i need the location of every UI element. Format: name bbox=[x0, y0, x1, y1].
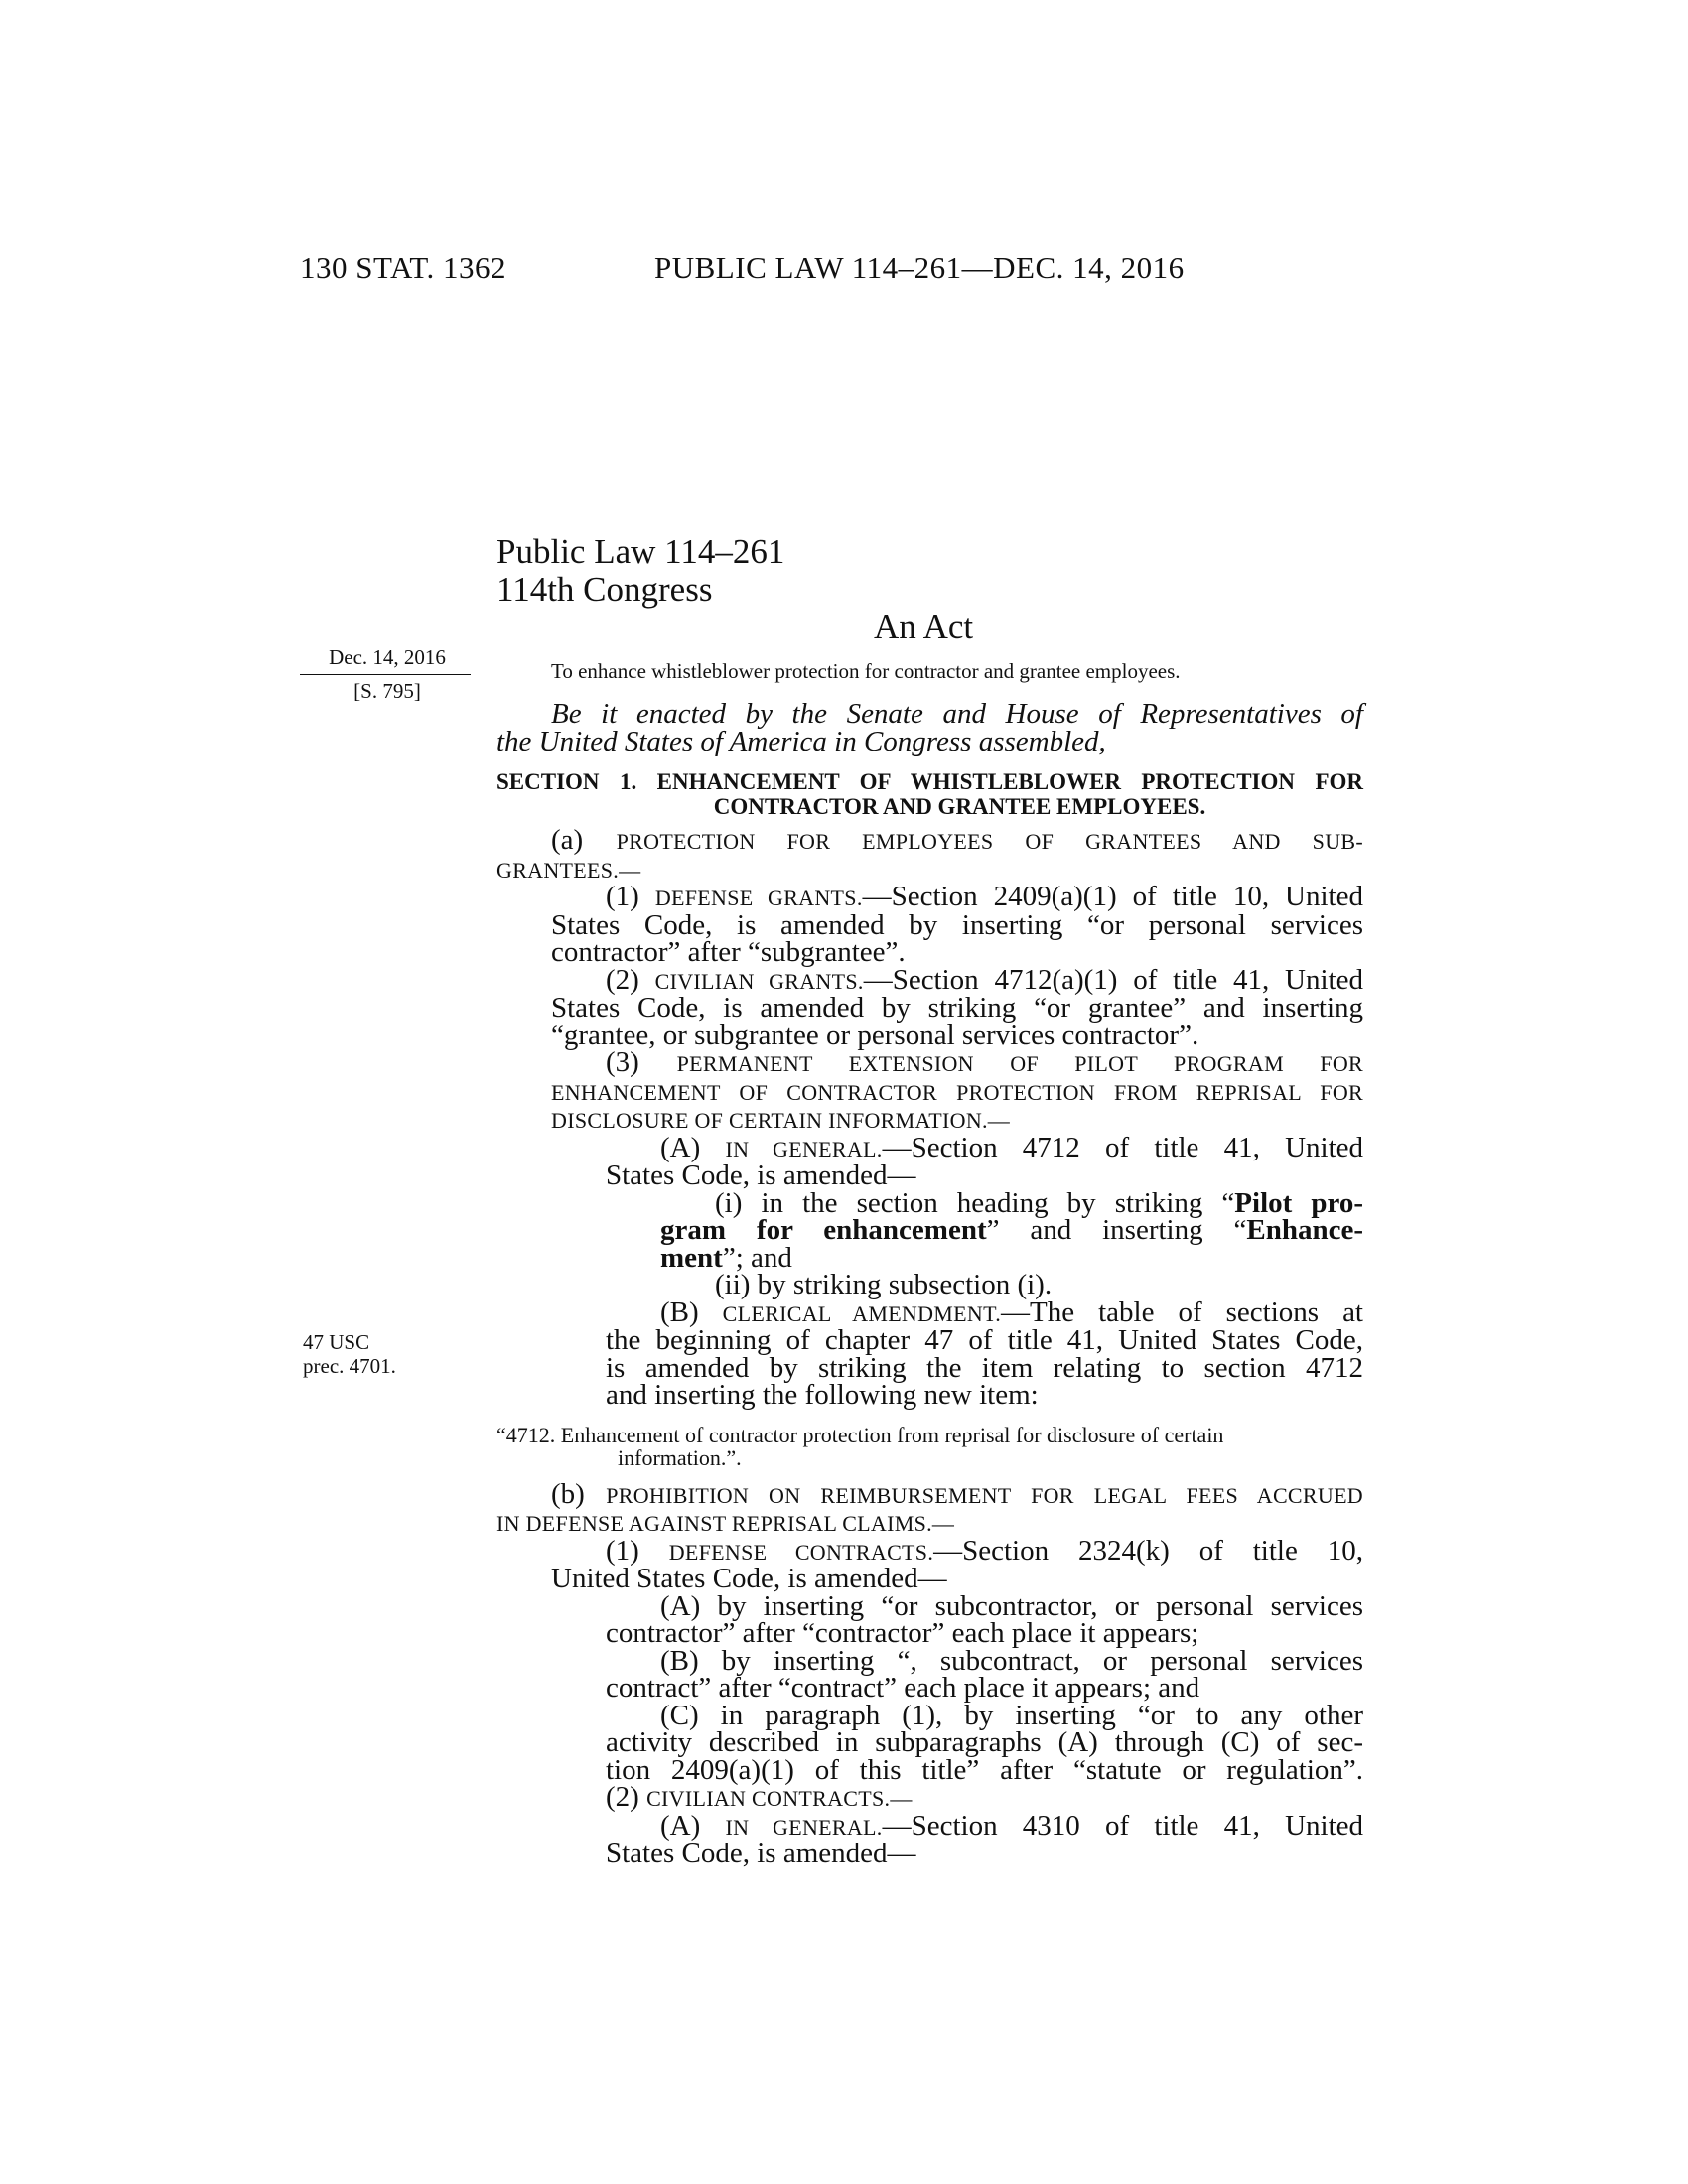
clause-a-3-A-i: (i) in the section heading by striking “Pilot pro- gram for enhancement” and inserting “Enhance- ment”; and bbox=[660, 1186, 1363, 1274]
margin-divider bbox=[300, 674, 471, 675]
running-title: PUBLIC LAW 114–261—DEC. 14, 2016 bbox=[654, 250, 1185, 285]
paragraph-a-1: (1) DEFENSE GRANTS.—Section 2409(a)(1) of title 10, United States Code, is amended by inserting “or personal services contractor” after “subgrantee”. bbox=[551, 881, 1363, 968]
subparagraph-a-3-B: (B) CLERICAL AMENDMENT.—The table of sections at the beginning of chapter 47 of title 41, United States Code, is amended by striking the item relating to section 4712 and inserting the following new item: bbox=[606, 1296, 1363, 1411]
congress-number: 114th Congress bbox=[496, 570, 713, 609]
paragraph-b-1: (1) DEFENSE CONTRACTS.—Section 2324(k) of title 10, United States Code, is amended— bbox=[551, 1534, 1363, 1594]
paragraph-a-3: (3) PERMANENT EXTENSION OF PILOT PROGRAM FOR ENHANCEMENT OF CONTRACTOR PROTECTION FROM REPRISAL FOR DISCLOSURE OF CERTAIN INFORMATION.— bbox=[551, 1046, 1363, 1133]
margin-usc-note: 47 USC prec. 4701. bbox=[303, 1330, 396, 1378]
enacting-clause-line-1: Be it enacted by the Senate and House of Representatives of bbox=[551, 698, 1363, 730]
clause-a-3-A-ii: (ii) by striking subsection (i). bbox=[715, 1269, 1053, 1300]
public-law-number: Public Law 114–261 bbox=[496, 532, 785, 571]
enacting-clause-line-2: the United States of America in Congress assembled, bbox=[496, 725, 1106, 757]
margin-bill-number: [S. 795] bbox=[353, 679, 421, 703]
stat-page-number: 130 STAT. 1362 bbox=[300, 250, 507, 285]
subparagraph-b-1-A: (A) by inserting “or subcontractor, or personal services contractor” after “contractor” each place it appears; bbox=[606, 1589, 1363, 1649]
new-table-item: “4712. Enhancement of contractor protection from reprisal for disclosure of certain information.”. bbox=[496, 1422, 1224, 1470]
section-heading: SECTION 1. ENHANCEMENT OF WHISTLEBLOWER PROTECTION FOR CONTRACTOR AND GRANTEE EMPLOYEES. bbox=[496, 769, 1363, 819]
subparagraph-b-2-A: (A) IN GENERAL.—Section 4310 of title 41, United States Code, is amended— bbox=[606, 1809, 1364, 1869]
subsection-a-heading: (a) PROTECTION FOR EMPLOYEES OF GRANTEES AND SUB- bbox=[551, 824, 1363, 856]
paragraph-a-2: (2) CIVILIAN GRANTS.—Section 4712(a)(1) of title 41, United States Code, is amended by striking “or grantee” and inserting “grantee, or subgrantee or personal services contractor”. bbox=[551, 963, 1363, 1051]
margin-date: Dec. 14, 2016 bbox=[329, 645, 446, 669]
act-title: An Act bbox=[874, 608, 974, 646]
act-purpose: To enhance whistleblower protection for contractor and grantee employees. bbox=[551, 659, 1181, 683]
statute-body: Be it enacted by the Senate and House of Representatives of the United States of America in Congress assembled, SECTION 1. ENHANCEMENT OF WHISTLEBLOWER PROTECTION FOR CONTRACTOR AND GRANTEE EMPLOYEES. (a) PROTECTION FOR EMPLOYEES OF GRANTEES AND SUB- GRANTEES.— (1) DEFENSE GRANTS.—Section 2409(a)(1) of title 10, United States Code, is amended by inserting “or personal services contractor” after “subgrantee”. (2) CIVILIAN GRANTS.—Section 4712(a)(1) of title 41, United States Code, is amended by striking “or grantee” and inserting “grantee, or subgrantee or personal services contractor”. (3) PERMANENT EXTENSION OF PILOT PROGRAM FOR ENHANCEMENT OF CONTRACTOR PROTECTION FROM REPRISAL FOR DISCLOSURE OF CERTAIN INFORMATION.— (A) IN GENERAL.—Section 4712 of title 41, United States Code, is amended— (i) in the section heading by striking “Pilot pro- gram for enhancement” and inserting “Enhance- ment”; and (ii) by striking subsection (i). (B) CLERICAL AMENDMENT.—The table of sections at the beginning of chapter 47 of title 41, United States Code, is amended by striking the item relating to section 4712 and inserting the following new item: “4712. Enhancement of contractor protection from reprisal for disclosure of certain information.”. (b) PROHIBITION ON REIMBURSEMENT FOR LEGAL FEES ACCRUED IN DEFENSE AGAINST REPRISAL CLAIMS.— (1) DEFENSE CONTRACTS.—Section 2324(k) of title 10, United States Code, is amended— (A) by inserting “or subcontractor, or personal services contractor” after “contractor” each place it appears; (B) by inserting “, subcontract, or personal services contract” after “contract” each place it appears; and (C) in paragraph (1), by inserting “or to any other activity described in subparagraphs (A) through (C) of sec- tion 2409(a)(1) of this title” after “statute or regulation”. (2) CIVILIAN CONTRACTS.— (A) IN GENERAL.—Section 4310 of title 41, United States Code, is amended— bbox=[496, 698, 1364, 1869]
subparagraph-b-1-B: (B) by inserting “, subcontract, or personal services contract” after “contract” each place it appears; and bbox=[606, 1644, 1363, 1704]
subsection-b-heading: (b) PROHIBITION ON REIMBURSEMENT FOR LEGAL FEES ACCRUED bbox=[551, 1477, 1363, 1510]
subparagraph-b-1-C: (C) in paragraph (1), by inserting “or to any other activity described in subparagraphs (A) through (C) of sec- tion 2409(a)(1) of this title” after “statute or regulation”. bbox=[606, 1699, 1363, 1786]
public-law-title bbox=[496, 533, 784, 609]
subparagraph-a-3-A: (A) IN GENERAL.—Section 4712 of title 41, United States Code, is amended— bbox=[606, 1131, 1364, 1191]
paragraph-b-2: (2) CIVILIAN CONTRACTS.— bbox=[606, 1781, 913, 1813]
